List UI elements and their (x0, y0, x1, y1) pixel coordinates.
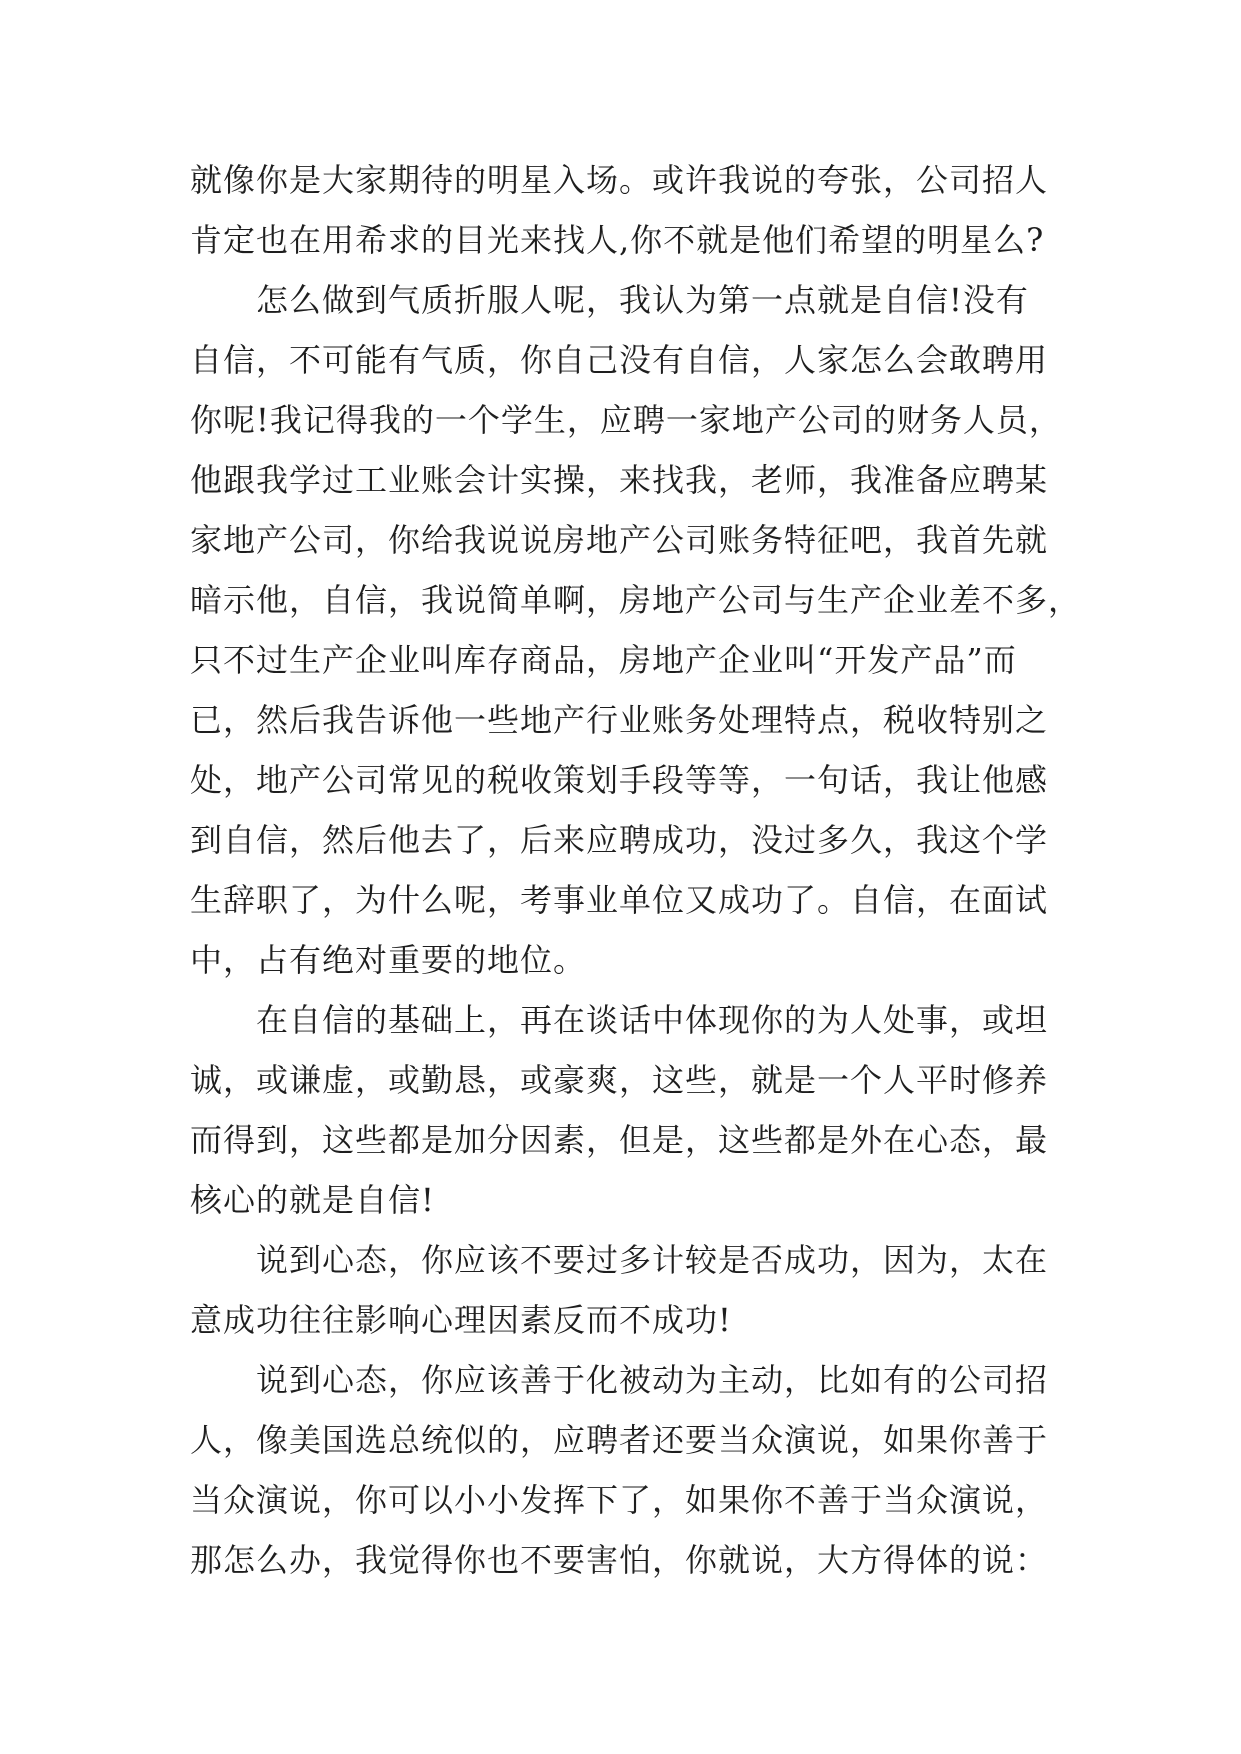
paragraph (190, 270, 1082, 990)
text-line: 在自信的基础上，再在谈话中体现你的为人处事，或坦 (256, 1001, 1049, 1039)
text-line: 人，像美国选总统似的，应聘者还要当众演说，如果你善于 (190, 1421, 1049, 1459)
text-line: 他跟我学过工业账会计实操，来找我，老师，我准备应聘某 (190, 461, 1049, 499)
text-line: 只不过生产企业叫库存商品，房地产企业叫“开发产品”而 (190, 641, 1017, 679)
text-line: 已，然后我告诉他一些地产行业账务处理特点，税收特别之 (190, 701, 1049, 739)
text-line: 就像你是大家期待的明星入场。或许我说的夸张，公司招人 (190, 161, 1049, 199)
text-line: 家地产公司，你给我说说房地产公司账务特征吧，我首先就 (190, 521, 1049, 559)
text-line: 生辞职了，为什么呢，考事业单位又成功了。自信，在面试 (190, 881, 1049, 919)
text-line: 那怎么办，我觉得你也不要害怕，你就说，大方得体的说： (190, 1541, 1049, 1579)
paragraph (190, 150, 1052, 270)
paragraph (190, 990, 1052, 1230)
text-line: 肯定也在用希求的目光来找人,你不就是他们希望的明星么? (190, 221, 1045, 259)
paragraph (190, 1350, 1052, 1590)
text-line: 到自信，然后他去了，后来应聘成功，没过多久，我这个学 (190, 821, 1049, 859)
text-line: 核心的就是自信! (190, 1181, 435, 1219)
text-line: 而得到，这些都是加分因素，但是，这些都是外在心态，最 (190, 1121, 1049, 1159)
text-line: 意成功往往影响心理因素反而不成功! (190, 1301, 732, 1339)
text-line: 当众演说，你可以小小发挥下了，如果你不善于当众演说， (190, 1481, 1049, 1519)
paragraph (190, 1230, 1052, 1350)
text-line: 自信，不可能有气质，你自己没有自信，人家怎么会敢聘用 (190, 341, 1049, 379)
text-line: 中，占有绝对重要的地位。 (190, 941, 587, 979)
text-line: 暗示他，自信，我说简单啊，房地产公司与生产企业差不多， (190, 581, 1082, 619)
text-line: 处，地产公司常见的税收策划手段等等，一句话，我让他感 (190, 761, 1049, 799)
text-line: 你呢!我记得我的一个学生，应聘一家地产公司的财务人员， (190, 401, 1062, 439)
text-line: 怎么做到气质折服人呢，我认为第一点就是自信!没有 (256, 281, 1029, 319)
text-line: 说到心态，你应该善于化被动为主动，比如有的公司招 (256, 1361, 1049, 1399)
text-line: 诚，或谦虚，或勤恳，或豪爽，这些，就是一个人平时修养 (190, 1061, 1049, 1099)
body-text (190, 150, 1082, 1590)
text-line: 说到心态，你应该不要过多计较是否成功，因为，太在 (256, 1241, 1049, 1279)
